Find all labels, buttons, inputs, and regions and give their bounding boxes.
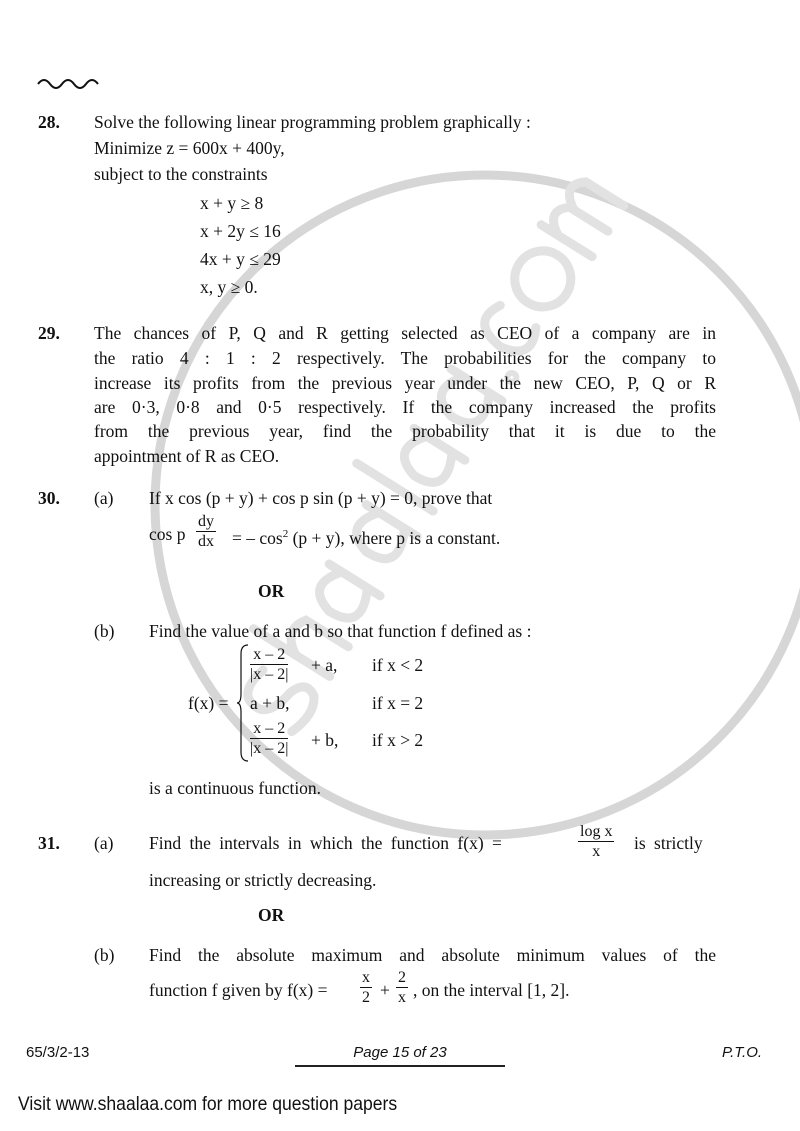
q31-number: 31. bbox=[38, 833, 60, 853]
case1-condition: if x < 2 bbox=[372, 655, 424, 675]
q29-line: The chances of P, Q and R getting selected as CEO of a company are in bbox=[94, 323, 716, 343]
case1-tail: + a, bbox=[311, 655, 338, 675]
case3-fraction bbox=[250, 719, 288, 758]
q31a-tail: is strictly bbox=[634, 833, 703, 853]
numerator: x bbox=[362, 969, 370, 986]
numerator: x – 2 bbox=[250, 645, 288, 665]
2-over-x-fraction bbox=[396, 968, 408, 1007]
paper-code: 65/3/2-13 bbox=[26, 1044, 90, 1061]
case2-condition: if x = 2 bbox=[372, 693, 424, 713]
q29-line: are 0·3, 0·8 and 0·5 respectively. If the company increased the profits bbox=[94, 397, 716, 417]
q31b-text: Find the absolute maximum and absolute minimum values of the bbox=[149, 945, 716, 965]
numerator: log x bbox=[580, 823, 613, 840]
denominator: |x – 2| bbox=[250, 740, 289, 757]
logx-over-x-fraction bbox=[578, 822, 614, 861]
q31b-line2: function f given by f(x) = bbox=[149, 980, 328, 1000]
fx-label: f(x) = bbox=[188, 693, 229, 713]
pto-label: P.T.O. bbox=[722, 1044, 763, 1061]
x-over-2-fraction bbox=[360, 968, 372, 1007]
q28-objective: Minimize z = 600x + 400y, bbox=[94, 138, 285, 158]
or-separator: OR bbox=[258, 905, 285, 925]
q30b-last: is a continuous function. bbox=[149, 778, 322, 798]
denominator: x bbox=[398, 989, 406, 1006]
q28-subject: subject to the constraints bbox=[94, 164, 268, 184]
rhs: = – cos bbox=[232, 527, 283, 548]
q31a-text: Find the intervals in which the function f(x) = bbox=[149, 833, 502, 853]
denominator: x bbox=[592, 843, 601, 860]
q30a-cosp: cos p bbox=[149, 524, 186, 544]
case3-tail: + b, bbox=[311, 730, 339, 750]
q30a-label: (a) bbox=[94, 488, 114, 508]
footer-underline bbox=[295, 1065, 505, 1067]
numerator: x – 2 bbox=[250, 719, 288, 739]
q29-line: increase its profits from the previous year under the new CEO, P, Q or R bbox=[94, 373, 716, 393]
q30b-text: Find the value of a and b so that function f defined as : bbox=[149, 621, 532, 641]
q31b-label: (b) bbox=[94, 945, 115, 965]
q28-number: 28. bbox=[38, 112, 60, 132]
q30b-label: (b) bbox=[94, 621, 115, 641]
q29-line: from the previous year, find the probability that it is due to the bbox=[94, 421, 716, 441]
case1-fraction bbox=[250, 645, 288, 684]
q30-number: 30. bbox=[38, 488, 60, 508]
case3-condition: if x > 2 bbox=[372, 730, 424, 750]
exponent: 2 bbox=[282, 528, 289, 540]
q30a-rhs bbox=[232, 524, 500, 548]
constraint: x + y ≥ 8 bbox=[200, 193, 264, 213]
case2-expr: a + b, bbox=[250, 693, 290, 713]
visit-link[interactable]: Visit www.shaalaa.com for more question papers bbox=[18, 1093, 398, 1115]
rhs-rest: (p + y), where p is a constant. bbox=[288, 527, 501, 548]
page-number: Page 15 of 23 bbox=[353, 1044, 447, 1061]
denominator: |x – 2| bbox=[250, 666, 289, 683]
denominator: dx bbox=[198, 533, 214, 550]
dy-dx-fraction bbox=[196, 512, 216, 551]
numerator: 2 bbox=[398, 969, 406, 986]
q29-line: appointment of R as CEO. bbox=[94, 446, 280, 466]
constraint: x + 2y ≤ 16 bbox=[200, 221, 281, 241]
or-separator: OR bbox=[258, 581, 285, 601]
denominator: 2 bbox=[362, 989, 370, 1006]
q28-text: Solve the following linear programming problem graphically : bbox=[94, 112, 531, 132]
q30a-text: If x cos (p + y) + cos p sin (p + y) = 0, prove that bbox=[149, 488, 493, 508]
squiggle-mark bbox=[36, 74, 102, 90]
plus-sign: + bbox=[380, 980, 390, 1000]
constraint: x, y ≥ 0. bbox=[200, 277, 258, 297]
q31a-line2: increasing or strictly decreasing. bbox=[149, 870, 377, 890]
q31b-line2-end: , on the interval [1, 2]. bbox=[413, 980, 570, 1000]
q31a-label: (a) bbox=[94, 833, 114, 853]
q29-line: the ratio 4 : 1 : 2 respectively. The probabilities for the company to bbox=[94, 348, 716, 368]
constraint: 4x + y ≤ 29 bbox=[200, 249, 281, 269]
left-brace bbox=[236, 644, 250, 762]
numerator: dy bbox=[198, 513, 214, 530]
q29-number: 29. bbox=[38, 323, 60, 343]
